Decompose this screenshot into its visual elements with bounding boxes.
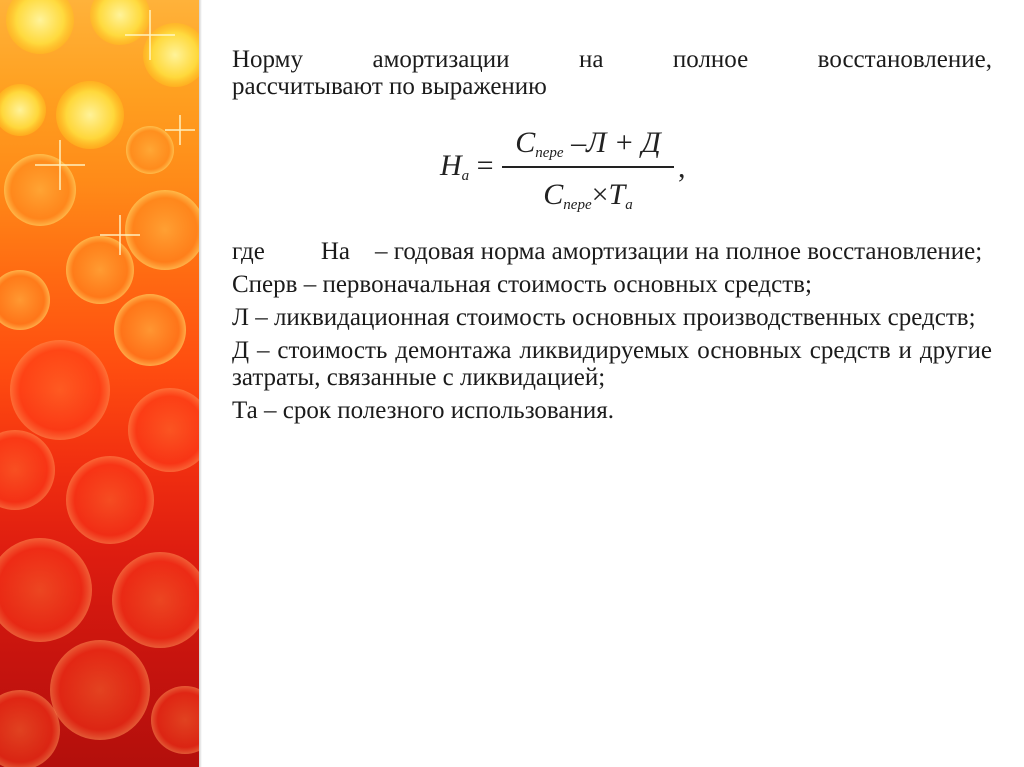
formula-equals: = bbox=[476, 149, 494, 182]
numerator-c: С bbox=[515, 126, 536, 159]
formula-lhs-symbol: Н bbox=[440, 149, 462, 182]
intro-paragraph bbox=[232, 46, 992, 100]
formula-lhs bbox=[440, 149, 494, 190]
amortization-formula bbox=[232, 122, 992, 222]
denominator-t-subscript: а bbox=[625, 197, 633, 213]
strip-divider bbox=[199, 0, 202, 767]
definitions-list bbox=[232, 238, 992, 424]
definition-item: Л – ликвидационная стоимость основных производственных средств; bbox=[232, 304, 976, 331]
denominator-times: × bbox=[591, 178, 609, 211]
definition-where bbox=[232, 238, 992, 265]
formula-numerator bbox=[502, 122, 674, 164]
formula-lhs-subscript: а bbox=[461, 168, 470, 184]
formula-comma: , bbox=[678, 151, 686, 184]
denominator-c: С bbox=[543, 178, 564, 211]
definition-item: Д – стоимость демонтажа ликвидируемых основных средств и другие затраты, связанные с ликвидацией; bbox=[232, 337, 992, 391]
bokeh-lights-graphic bbox=[0, 0, 199, 767]
slide-content bbox=[232, 46, 992, 430]
where-word: где bbox=[232, 238, 265, 265]
where-symbol: На bbox=[320, 238, 350, 265]
numerator-c-subscript: пере bbox=[535, 145, 564, 161]
intro-line-2: рассчитывают по выражению bbox=[232, 73, 547, 100]
denominator-t: Т bbox=[608, 178, 626, 211]
formula-fraction bbox=[502, 122, 674, 216]
formula-denominator bbox=[502, 174, 674, 216]
intro-line-1: Норму амортизации на полное восстановление, bbox=[232, 46, 992, 73]
definition-item: Сперв – первоначальная стоимость основных средств; bbox=[232, 271, 812, 298]
decorative-bokeh-strip bbox=[0, 0, 199, 767]
denominator-c-subscript: пере bbox=[563, 197, 592, 213]
numerator-rest: –Л + Д bbox=[571, 126, 661, 159]
where-text: – годовая норма амортизации на полное восстановление; bbox=[374, 238, 983, 265]
definition-item: Та – срок полезного использования. bbox=[232, 397, 615, 424]
fraction-bar bbox=[502, 166, 674, 168]
